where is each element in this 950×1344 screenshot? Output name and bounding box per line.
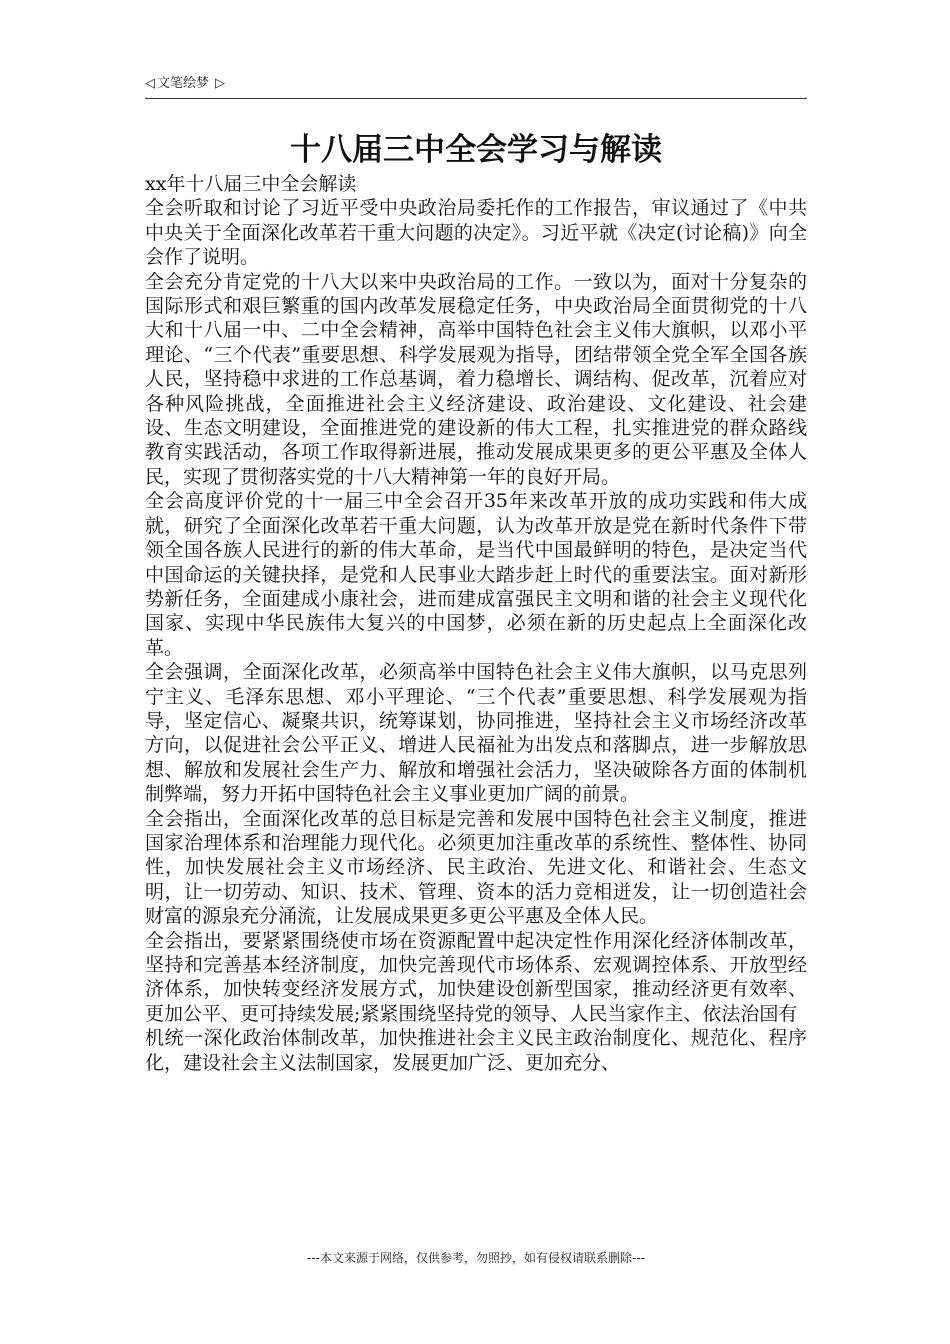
paragraph: 机统一深化政治体制改革，加快推进社会主义民主政治制度化、规范化、程序化，建设社会主义法制国家，发展更加广泛、更加充分、 bbox=[145, 1027, 807, 1074]
page-footer-notice: ---本文来源于网络，仅供参考，勿照抄，如有侵权请联系删除--- bbox=[307, 1251, 645, 1265]
right-triangle-icon: ▷ bbox=[215, 76, 226, 91]
paragraph: 全会指出，全面深化改革的总目标是完善和发展中国特色社会主义制度，推进国家治理体系和治理能力现代化。必须更加注重改革的系统性、整体性、协同性，加快发展社会主义市场经济、民主政治、先进文化、和谐社会、生态文明，让一切劳动、知识、技术、管理、资本的活力竞相迸发，让一切创造社会财富的源泉充分涌流，让发展成果更多更公平惠及全体人民。 bbox=[145, 807, 807, 928]
document-title: 十八届三中全会学习与解读 bbox=[290, 132, 662, 168]
paragraph-subtitle: xx年十八届三中全会解读 bbox=[145, 173, 357, 195]
paragraph: 全会高度评价党的十一届三中全会召开35年来改革开放的成功实践和伟大成就，研究了全面深化改革若干重大问题，认为改革开放是党在新时代条件下带领全国各族人民进行的新的伟大革命，是当代中国最鲜明的特色，是决定当代中国命运的关键抉择，是党和人民事业大踏步赶上时代的重要法宝。面对新形势新任务，全面建成小康社会，进而建成富强民主文明和谐的社会主义现代化国家、实现中华民族伟大复兴的中国梦，必须在新的历史起点上全面深化改革。 bbox=[145, 490, 807, 659]
paragraph: 全会听取和讨论了习近平受中央政治局委托作的工作报告，审议通过了《中共中央关于全面深化改革若干重大问题的决定》。习近平就《决定(讨论稿)》向全会作了说明。 bbox=[145, 197, 807, 269]
paragraph: 全会指出，要紧紧围绕使市场在资源配置中起决定性作用深化经济体制改革，坚持和完善基本经济制度，加快完善现代市场体系、宏观调控体系、开放型经济体系，加快转变经济发展方式，加快建设创新型国家，推动经济更有效率、更加公平、更可持续发展;紧紧围绕坚持党的领导、人民当家作主、依法治国有 bbox=[145, 929, 807, 1025]
left-triangle-icon: ◁ bbox=[145, 76, 155, 91]
paragraph: 全会强调，全面深化改革，必须高举中国特色社会主义伟大旗帜，以马克思列宁主义、毛泽东思想、邓小平理论、“三个代表”重要思想、科学发展观为指导，坚定信心、凝聚共识，统筹谋划，协同推进，坚持社会主义市场经济改革方向，以促进社会公平正义、增进人民福祉为出发点和落脚点，进一步解放思想、解放和发展社会生产力、解放和增强社会活力，坚决破除各方面的体制机制弊端，努力开拓中国特色社会主义事业更加广阔的前景。 bbox=[145, 661, 807, 806]
paragraph: 全会充分肯定党的十八大以来中央政治局的工作。一致以为，面对十分复杂的国际形式和艰巨繁重的国内改革发展稳定任务，中央政治局全面贯彻党的十八大和十八届一中、二中全会精神，高举中国特色社会主义伟大旗帜，以邓小平理论、“三个代表”重要思想、科学发展观为指导，团结带领全党全军全国各族人民，坚持稳中求进的工作总基调，着力稳增长、调结构、促改革，沉着应对各种风险挑战，全面推进社会主义经济建设、政治建设、文化建设、社会建设、生态文明建设，全面推进党的建设新的伟大工程，扎实推进党的群众路线教育实践活动，各项工作取得新进展，推动发展成果更多的更公平惠及全体人民，实现了贯彻落实党的十八大精神第一年的良好开局。 bbox=[145, 270, 807, 488]
header-site-name: 文笔绘梦 bbox=[157, 76, 210, 91]
page-header bbox=[145, 74, 807, 99]
document-body bbox=[145, 172, 807, 1075]
